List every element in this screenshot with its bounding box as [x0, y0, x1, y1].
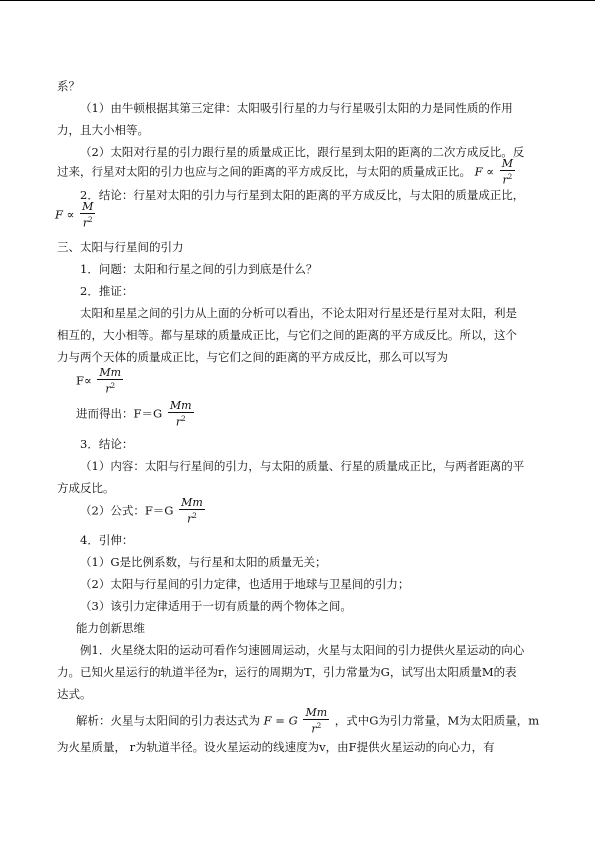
text-line: （1）内容：太阳与行星间的引力，与太阳的质量、行星的质量成正比，与两者距离的平 — [80, 459, 525, 473]
den-exponent: 2 — [110, 382, 116, 390]
den-exponent: 2 — [181, 415, 186, 423]
section-heading: 三、太阳与行星间的引力 — [57, 240, 184, 254]
text-line: ，式中G为引力常量，M为太阳质量，m — [334, 713, 540, 728]
section-heading: 能力创新思维 — [76, 621, 145, 635]
formula-block — [76, 400, 196, 429]
den-base: r — [187, 512, 193, 526]
text-line: 力与两个天体的质量成正比，与它们之间的距离的平方成反比，那么可以写为 — [57, 350, 448, 364]
text-line: （1）由牛顿根据其第三定律：太阳吸引行星的力与行星吸引太阳的力是同性质的作用 — [80, 101, 513, 115]
formula-prop: F∝ — [76, 373, 92, 388]
formula-block — [76, 367, 125, 396]
den-base: r — [502, 173, 508, 187]
header-rule — [0, 0, 595, 1]
formula-fraction — [303, 707, 329, 736]
text-line: 方成反比。 — [57, 481, 115, 495]
den-exponent: 2 — [88, 216, 93, 224]
formula-block — [55, 201, 97, 230]
text-line-with-formula — [57, 158, 517, 187]
fraction-numerator: M — [501, 157, 513, 170]
den-base: r — [105, 382, 111, 396]
text-line: 相互的，大小相等。都与星球的质量成正比，与它们之间的距离的平方成反比。所以，这个 — [57, 328, 517, 342]
formula-prefix: （2）公式：F＝G — [80, 503, 174, 518]
text-line: 力，且大小相等。 — [57, 123, 149, 137]
formula-block — [80, 497, 207, 526]
fraction-numerator: Mm — [181, 496, 203, 509]
formula-fraction — [500, 158, 515, 187]
text-line: （2）太阳对行星的引力跟行星的质量成正比，跟行星到太阳的距离的二次方成反比。反 — [80, 145, 525, 159]
text-line: 2．结论：行星对太阳的引力与行星到太阳的距离的平方成反比，与太阳的质量成正比， — [80, 188, 525, 202]
den-base: r — [175, 415, 182, 429]
formula-prop: F ∝ — [55, 207, 75, 222]
text-line: 达式。 — [57, 687, 92, 701]
formula-prefix: F = G — [263, 713, 298, 728]
text-line: 力。已知火星运行的轨道半径为r，运行的周期为T，引力常量为G，试写出太阳质量M的表 — [57, 665, 517, 679]
formula-fraction — [168, 400, 194, 429]
formula-fraction — [80, 201, 95, 230]
fraction-numerator: Mm — [305, 706, 328, 719]
formula-prefix: 进而得出：F＝G — [76, 406, 163, 421]
text-line: 例1．火星绕太阳的运动可看作匀速圆周运动，火星与太阳间的引力提供火星运动的向心 — [80, 643, 525, 657]
formula-fraction — [97, 367, 123, 396]
den-base: r — [82, 216, 89, 230]
fraction-denominator — [97, 379, 123, 396]
fraction-denominator — [168, 412, 194, 429]
text-line: 3．结论： — [80, 437, 134, 451]
text-line: 1．问题：太阳和行星之间的引力到底是什么？ — [80, 262, 318, 276]
text-line: （1）G是比例系数，与行星和太阳的质量无关； — [80, 555, 327, 569]
den-base: r — [311, 722, 317, 736]
text-line: 系？ — [57, 79, 80, 93]
formula-prop: F ∝ — [474, 164, 495, 179]
text-line: 太阳和星星之间的引力从上面的分析可以看出，不论太阳对行星还是行星对太阳，利是 — [80, 306, 517, 320]
text-line: 过来，行星对太阳的引力也应与之间的距离的平方成反比，与太阳的质量成正比。 — [57, 164, 471, 179]
text-line: 解析：火星与太阳间的引力表达式为 — [76, 713, 260, 728]
formula-fraction — [179, 497, 205, 526]
fraction-numerator: Mm — [169, 399, 192, 412]
text-line-with-formula — [76, 707, 539, 736]
text-line: （2）太阳与行星间的引力定律，也适用于地球与卫星间的引力； — [80, 577, 410, 591]
fraction-denominator — [500, 170, 515, 187]
text-line: 为火星质量， r为轨道半径。设火星运动的线速度为v，由F提供火星运动的向心力，有 — [57, 740, 495, 754]
fraction-numerator: Mm — [99, 366, 122, 379]
fraction-denominator — [80, 213, 95, 230]
fraction-denominator — [179, 509, 205, 526]
den-exponent: 2 — [316, 722, 322, 730]
den-exponent: 2 — [507, 173, 513, 181]
text-line: 4．引伸： — [80, 533, 134, 547]
text-line: 2．推证： — [80, 284, 134, 298]
den-exponent: 2 — [192, 512, 197, 520]
fraction-numerator: M — [82, 200, 94, 213]
text-line: （3）该引力定律适用于一切有质量的两个物体之间。 — [80, 599, 352, 613]
fraction-denominator — [303, 719, 329, 736]
